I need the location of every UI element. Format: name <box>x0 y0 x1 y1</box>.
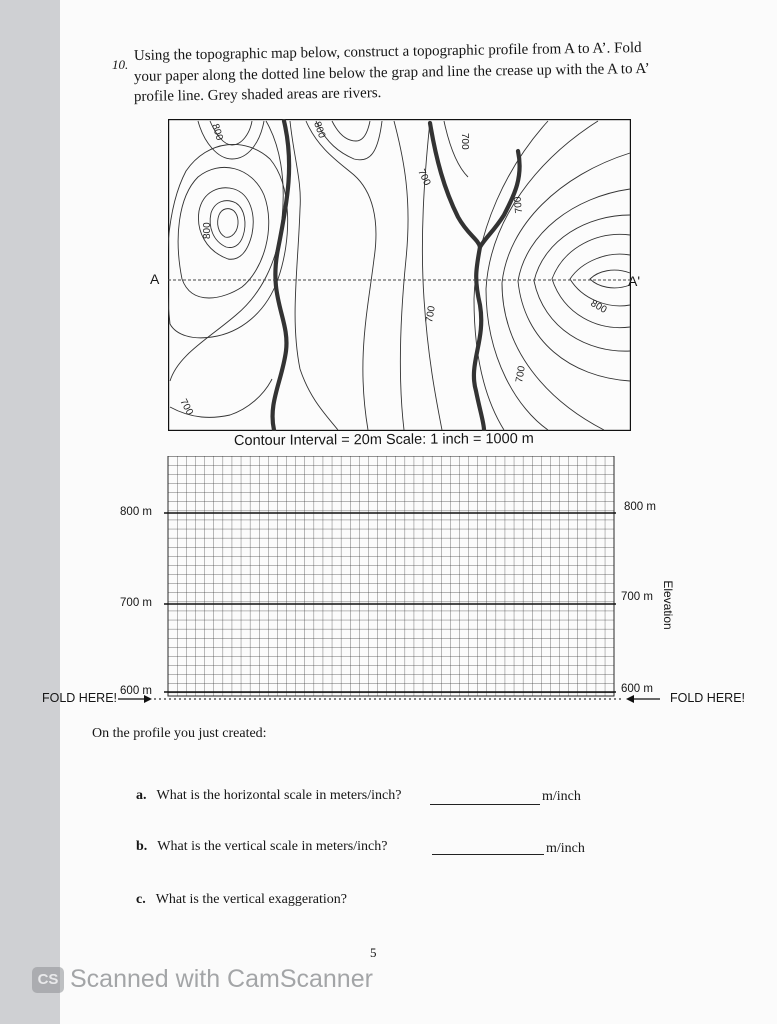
topographic-map <box>168 119 631 431</box>
map-frame <box>169 120 631 431</box>
profile-end-label: A' <box>628 273 641 289</box>
contour-label: 700 <box>512 196 525 214</box>
fold-here-left: FOLD HERE! <box>42 691 118 705</box>
question-b <box>136 839 387 855</box>
contour-label: 700 <box>459 133 470 150</box>
arrow-right-icon <box>144 695 152 703</box>
profile-start-label: A <box>150 271 160 287</box>
instruction-line-2: your paper along the dotted line below the grap and line the crease up with the A to A’ <box>133 60 650 85</box>
elevation-axis-title: Elevation <box>661 580 675 630</box>
contour-label: 700 <box>424 305 438 324</box>
contour-label: 800 <box>311 120 328 140</box>
unit-label: m/inch <box>542 789 581 804</box>
question-letter: c. <box>136 892 146 907</box>
instruction-line-3: profile line. Grey shaded areas are rivers. <box>133 85 382 105</box>
question-text: What is the vertical exaggeration? <box>155 892 347 907</box>
question-number: 10. <box>112 57 129 72</box>
questions-intro: On the profile you just created: <box>92 726 267 741</box>
question-letter: b. <box>136 839 148 854</box>
instruction-line-1: Using the topographic map below, construct a topographic profile from A to A’. Fold <box>133 40 642 64</box>
contour-label: 800 <box>209 122 225 142</box>
fold-here-right: FOLD HERE! <box>670 691 746 705</box>
contour-label: 700 <box>177 397 195 418</box>
contour-label: 700 <box>415 167 433 188</box>
elevation-label-right: 600 m <box>621 683 653 695</box>
camscanner-logo-icon: CS <box>32 967 64 993</box>
answer-blank-b <box>432 853 544 855</box>
question-text: What is the vertical scale in meters/inch? <box>157 839 388 854</box>
question-c <box>136 892 347 908</box>
camscanner-watermark <box>32 965 373 994</box>
unit-label: m/inch <box>546 841 585 856</box>
contour-label: 800 <box>202 222 213 239</box>
camscanner-text: Scanned with CamScanner <box>70 965 373 993</box>
elevation-label-right: 700 m <box>621 591 653 603</box>
elevation-label-right: 800 m <box>624 501 656 513</box>
page-number: 5 <box>370 945 377 960</box>
answer-blank-a <box>430 803 540 805</box>
question-letter: a. <box>136 788 147 803</box>
elevation-label-left: 800 m <box>120 506 152 518</box>
map-caption: Contour Interval = 20m Scale: 1 inch = 1000 m <box>233 430 534 450</box>
elevation-label-left: 600 m <box>120 685 152 697</box>
contour-label: 700 <box>514 365 528 384</box>
question-text: What is the horizontal scale in meters/inch? <box>156 788 402 803</box>
fold-line <box>118 692 668 706</box>
arrow-left-icon <box>626 695 634 703</box>
contour-label: 800 <box>588 298 609 316</box>
question-a <box>136 788 401 804</box>
grid-area <box>168 456 614 696</box>
elevation-label-left: 700 m <box>120 597 152 609</box>
profile-graph-grid <box>150 456 630 700</box>
